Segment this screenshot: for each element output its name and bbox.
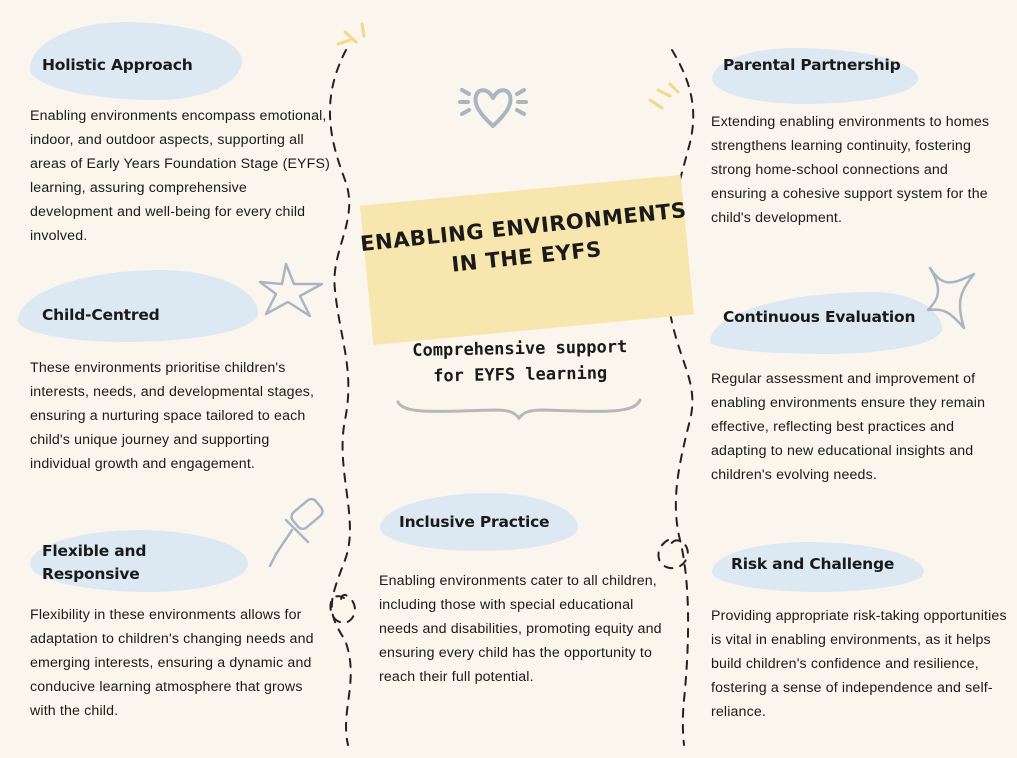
page-subtitle: Comprehensive support for EYFS learning	[412, 337, 628, 387]
section-body-parental: Extending enabling environments to homes strengthens learning continuity, fostering strong home-school connections and ensuring a cohesive support system for the child's development.	[711, 114, 990, 226]
sparkle-icon	[920, 262, 980, 340]
section-body-continuous: Regular assessment and improvement of enabling environments ensure they remain effective, reflecting best practices and adapting to new educational insights and children's evolving needs.	[711, 371, 986, 483]
section-body-holistic: Enabling environments encompass emotional, indoor, and outdoor aspects, supporting all areas of Early Years Foundation Stage (EYFS) learning, assuring comprehensive development and well-being for every child involved.	[30, 108, 330, 244]
star-icon	[256, 258, 330, 320]
section-body-inclusive: Enabling environments cater to all children, including those with special educational needs and disabilities, promoting equity and ensuring every child has the opportunity to reach their full potential.	[379, 573, 662, 685]
page-title: ENABLING ENVIRONMENTS IN THE EYFS	[359, 198, 688, 277]
section-heading-flexible: Flexible and Responsive	[42, 542, 147, 583]
section-heading-inclusive: Inclusive Practice	[399, 513, 550, 531]
section-heading-risk: Risk and Challenge	[731, 555, 895, 573]
pushpin-icon	[262, 490, 334, 570]
section-heading-holistic: Holistic Approach	[42, 56, 193, 74]
section-body-flexible: Flexibility in these environments allows for adaptation to children's changing needs and emerging interests, ensuring a dynamic and conducive learning atmosphere that grows with the child.	[30, 607, 314, 719]
section-heading-parental: Parental Partnership	[723, 56, 901, 74]
section-heading-child-centred: Child-Centred	[42, 306, 160, 324]
section-body-risk: Providing appropriate risk-taking opportunities is vital in enabling environments, as it helps build children's confidence and resilience, fostering a sense of independence and self-reliance.	[711, 608, 1007, 720]
section-heading-continuous: Continuous Evaluation	[723, 308, 916, 326]
bracket-decoration	[394, 392, 644, 422]
section-body-child-centred: These environments prioritise children's interests, needs, and developmental stages, ensuring a nurturing space tailored to each child's unique journey and supporting individual growth and engagement.	[30, 360, 315, 472]
heart-icon	[452, 74, 534, 136]
